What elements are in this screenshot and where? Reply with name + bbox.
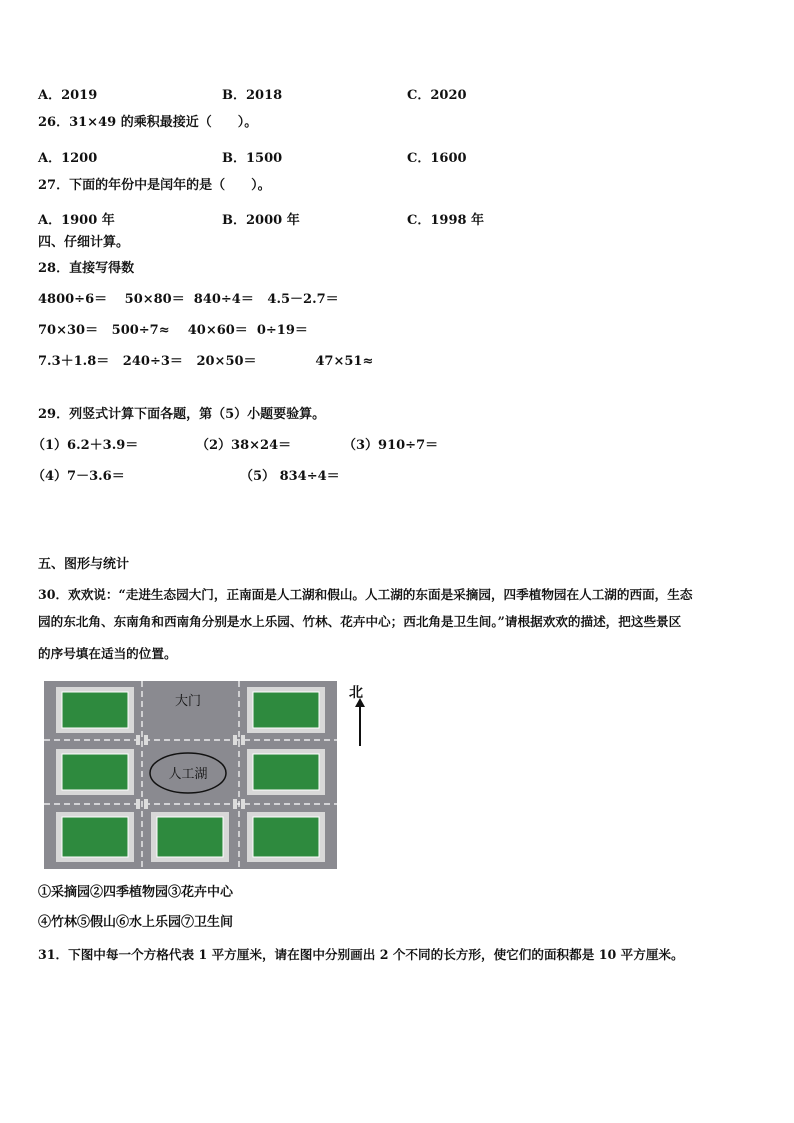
eco-park-map bbox=[44, 681, 337, 869]
q27-option-a: A．1900 年 bbox=[38, 213, 115, 228]
q28-row-2: 70×30＝ 500÷7≈ 40×60＝ 0÷19＝ bbox=[38, 323, 308, 338]
plot-nw bbox=[56, 687, 134, 733]
plot-e bbox=[247, 749, 325, 795]
q29-item-5: （5） 834÷4＝ bbox=[240, 469, 340, 484]
section-5-title: 五、图形与统计 bbox=[38, 557, 130, 572]
plot-se bbox=[247, 812, 325, 862]
plot-sw bbox=[56, 812, 134, 862]
q26-option-c: C．1600 bbox=[407, 151, 467, 166]
section-4-title: 四、仔细计算。 bbox=[38, 235, 130, 250]
q25-option-a: A．2019 bbox=[38, 88, 98, 103]
q29-item-3: （3）910÷7＝ bbox=[343, 438, 439, 453]
plot-ne bbox=[247, 687, 325, 733]
lake-label: 人工湖 bbox=[168, 767, 208, 782]
q27-option-b: B．2000 年 bbox=[222, 213, 300, 228]
gate-label: 大门 bbox=[174, 694, 202, 709]
q26-stem: 26．31×49 的乘积最接近（ ）。 bbox=[38, 115, 258, 130]
q31-stem: 31．下图中每一个方格代表 1 平方厘米，请在图中分别画出 2 个不同的长方形，使它们的面积都是 10 平方厘米。 bbox=[38, 947, 684, 962]
north-indicator bbox=[349, 682, 369, 702]
q26-option-b: B．1500 bbox=[222, 151, 283, 166]
q30-line-2: 园的东北角、东南角和西南角分别是水上乐园、竹林、花卉中心；西北角是卫生间。”请根据欢欢的描述，把这些景区 bbox=[38, 614, 682, 629]
q30-line-3: 的序号填在适当的位置。 bbox=[38, 646, 177, 661]
q29-item-4: （4）7－3.6＝ bbox=[32, 469, 125, 484]
q29-stem: 29．列竖式计算下面各题，第（5）小题要验算。 bbox=[38, 407, 326, 422]
north-arrow-shaft bbox=[359, 702, 361, 746]
plot-s bbox=[151, 812, 229, 862]
q25-option-c: C．2020 bbox=[407, 88, 467, 103]
q25-option-b: B．2018 bbox=[222, 88, 283, 103]
q28-stem: 28．直接写得数 bbox=[38, 261, 135, 276]
q30-legend-2: ④竹林⑤假山⑥水上乐园⑦卫生间 bbox=[38, 915, 234, 930]
q28-row-3: 7.3＋1.8＝ 240÷3＝ 20×50＝ 47×51≈ bbox=[38, 354, 374, 369]
q28-row-1: 4800÷6＝ 50×80＝ 840÷4＝ 4.5－2.7＝ bbox=[38, 292, 339, 307]
plot-w bbox=[56, 749, 134, 795]
q29-item-1: （1）6.2＋3.9＝ bbox=[32, 438, 139, 453]
q30-legend-1: ①采摘园②四季植物园③花卉中心 bbox=[38, 885, 234, 900]
q27-option-c: C．1998 年 bbox=[407, 213, 485, 228]
q29-item-2: （2）38×24＝ bbox=[196, 438, 292, 453]
q26-option-a: A．1200 bbox=[38, 151, 98, 166]
q27-stem: 27．下面的年份中是闰年的是（ ）。 bbox=[38, 178, 271, 193]
q30-line-1: 30．欢欢说：“走进生态园大门，正南面是人工湖和假山。人工湖的东面是采摘园，四季植物园在人工湖的西面，生态 bbox=[38, 587, 693, 602]
north-label: 北 bbox=[349, 685, 363, 701]
